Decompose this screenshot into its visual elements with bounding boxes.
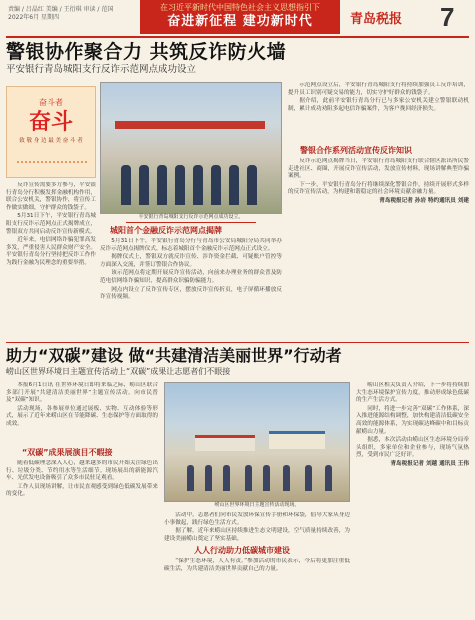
newspaper-logo: 青岛税报 [350,12,403,27]
paragraph: 5月31日下午，平安银行青岛城阳支行反诈示范网点正式揭牌成立，警银双方共同启动反诈宣传新模式。 [6,213,96,235]
article2-title: 助力“双碳”建设 做“共建清洁美丽世界”行动者 [6,346,342,365]
article1-photo-caption: 平安银行青岛城阳支行反诈示范网点成功设立。 [138,214,244,220]
article2-section2-heading: 人人行动助力低碳城市建设 [194,546,290,555]
paragraph: “保护生态环境，人人有责。”参加活动的市民表示，今后将更加注重低碳生活，为共建清洁美丽世界贡献自己的力量。 [164,558,350,572]
paragraph: 反诈宣传需要多方参与，平安银行青岛分行积极发挥金融机构作用，联合公安机关，警银协作，将宣传工作做实做细，守护群众的钱袋子。 [6,182,96,211]
article2-byline: 青岛税报记者 刘越 通讯员 王伟 [390,460,469,467]
paragraph: 示范网点设立后，平安银行青岛城阳支行将持续加强员工反诈培训，提升员工识别可疑交易的能力，切实守护好群众的钱袋子。 [288,82,469,96]
banner-main-text: 奋进新征程 建功新时代 [167,14,313,29]
article1-section2-heading: 警银合作系列活动宣传反诈知识 [300,146,412,155]
paragraph: 下一步，平安银行青岛分行将继续深化警银合作，持续开展形式多样的反诈宣传活动，为构建和谐稳定的社会环境贡献金融力量。 [288,181,469,196]
photo-person [193,165,203,205]
photo-person [223,465,230,491]
paragraph: 本报6月1日讯 在世界环境日即将来临之际，崂山区联合多部门开展“共建清洁美丽世界”主题宣传活动，向市民普及“双碳”知识。 [6,382,158,404]
photo-person [305,465,312,491]
paragraph: 网点内设立了反诈宣传专区，摆放反诈宣传折页，电子屏循环播放反诈宣传视频。 [100,286,282,301]
paragraph: 工作人员现场讲解，让市民直观感受到绿色低碳发展带来的变化。 [6,483,158,498]
article1-mid-column [100,238,282,340]
paragraph: 揭牌仪式上，警银双方就反诈宣传、涉诈资金拦截、可疑账户管控等方面深入交流，并签订警银合作协议。 [100,254,282,268]
paragraph: 同时，将进一步完善“双碳”工作体系，深入推进能源结构调整，加快构建清洁低碳安全高效的能源体系，为实现碳达峰碳中和目标贡献崂山力量。 [356,405,469,435]
fighter-badge-big: 奋斗 [28,109,73,135]
photo-person [325,465,332,491]
issue-date: 2022年6月 星期四 [8,14,59,21]
article2-subtitle: 崂山区世界环境日主题宣传活动上“双碳”成果让志愿者们不眼接 [6,367,231,376]
article1-subtitle: 平安银行青岛城阳支行反诈示范网点成功设立 [6,64,197,75]
photo-person [205,465,212,491]
article1-section1-heading: 城阳首个金融反诈示范网点揭牌 [110,226,222,235]
paragraph: 该示范网点将定期开展反诈宣传活动，向前来办理业务的群众普及防范电信网络诈骗知识，提高群众识骗防骗能力。 [100,270,282,284]
article1-byline: 青岛税报记者 孙岩 特约通讯员 刘建 [379,197,469,204]
paragraph: 活动现场，各参展单位通过展板、实物、互动体验等形式，展示了近年来崂山区在节能降碳、生态保护等方面取得的成效。 [6,405,158,427]
header-rule [6,36,469,38]
photo-person [283,465,290,491]
photo-banner-shape [115,121,265,129]
photo-person [247,165,257,205]
article2-left-column [6,382,158,444]
paragraph: 据介绍，此前平安银行青岛分行已与多家公安机关建立警银联动机制，累计成功劝阻多起电信诈骗案件，为客户挽回经济损失。 [288,98,469,112]
photo-person [211,165,221,205]
article2-section1-heading: “双碳”成果展演目不暇接 [22,448,113,457]
banner-top-text: 在习近平新时代中国特色社会主义思想指引下 [160,3,320,12]
paragraph: 活动中，志愿者们向市民发放环保宣传手册和环保袋，倡导大家从身边小事做起，践行绿色生活方式。 [164,512,350,526]
photo-person [157,165,167,205]
fighter-badge [6,86,96,178]
theme-banner [140,0,340,34]
photo-person [139,165,149,205]
paragraph: 反诈示范网点揭牌当日，平安银行青岛城阳支行联合辖区派出所民警走进社区、商圈，开展反诈宣传活动，发放宣传材料，现场讲解典型诈骗案例。 [288,158,469,180]
article1-photo [100,82,282,214]
decorative-border [17,161,87,171]
article2-photo-caption: 崂山区世界环境日主题宣传活动现场。 [214,502,300,508]
masthead-meta [8,6,138,22]
photo-tent [269,431,325,449]
paragraph: 随着低碳理念深入人心，越来越多的市民开始关注绿色出行、垃圾分类、节约用水等生活细节。现场展出的新能源汽车、光伏发电设备吸引了众多市民驻足观看。 [6,460,158,482]
paragraph: 据悉，本次活动由崂山区生态环境分局牵头组织，多家单位和企业参与，现场气氛热烈，受到市民广泛好评。 [356,437,469,459]
caption-rule [126,222,256,223]
paragraph: 近年来，电信网络诈骗犯罪高发多发，严重侵害人民群众财产安全。平安银行青岛分行坚持把反诈工作作为践行金融为民理念的重要举措。 [6,237,96,266]
photo-person [175,165,185,205]
article2-right-column [356,382,469,616]
article1-right-column [288,82,469,144]
article2-mid-column-2 [164,558,350,616]
article2-photo [164,382,350,502]
article1-left-column [6,182,96,340]
photo-tent [195,435,255,451]
photo-person [121,165,131,205]
photo-person [245,465,252,491]
page-number: 7 [440,2,455,32]
photo-person [187,465,194,491]
editor-credits: 责编 / 吕晶红 美编 / 王衍琪 审读 / 范国 [8,6,114,13]
fighter-badge-top: 奋斗者 [39,98,63,107]
section-divider [6,342,469,343]
article1-right-column-2 [288,158,469,330]
paragraph: 5月31日下午，平安银行青岛分行与青岛市公安局城阳分局共同举办反诈示范网点揭牌仪式，标志着城阳首个金融反诈示范网点正式设立。 [100,238,282,252]
article2-mid-column [164,512,350,542]
article2-left-column-2 [6,460,158,616]
photo-person [263,465,270,491]
photo-person [229,165,239,205]
article1-title: 警银协作聚合力 共筑反诈防火墙 [6,41,287,63]
paragraph: 据了解，近年来崂山区持续推进生态文明建设，空气质量持续改善，为建设美丽崂山奠定了坚实基础。 [164,528,350,542]
paragraph: 崂山区相关负责人介绍，下一步将持续加大生态环境保护宣传力度，推动形成绿色低碳的生产生活方式。 [356,382,469,404]
fighter-badge-caption: 致 敬 身 边 最 美 奋 斗 者 [19,138,83,144]
